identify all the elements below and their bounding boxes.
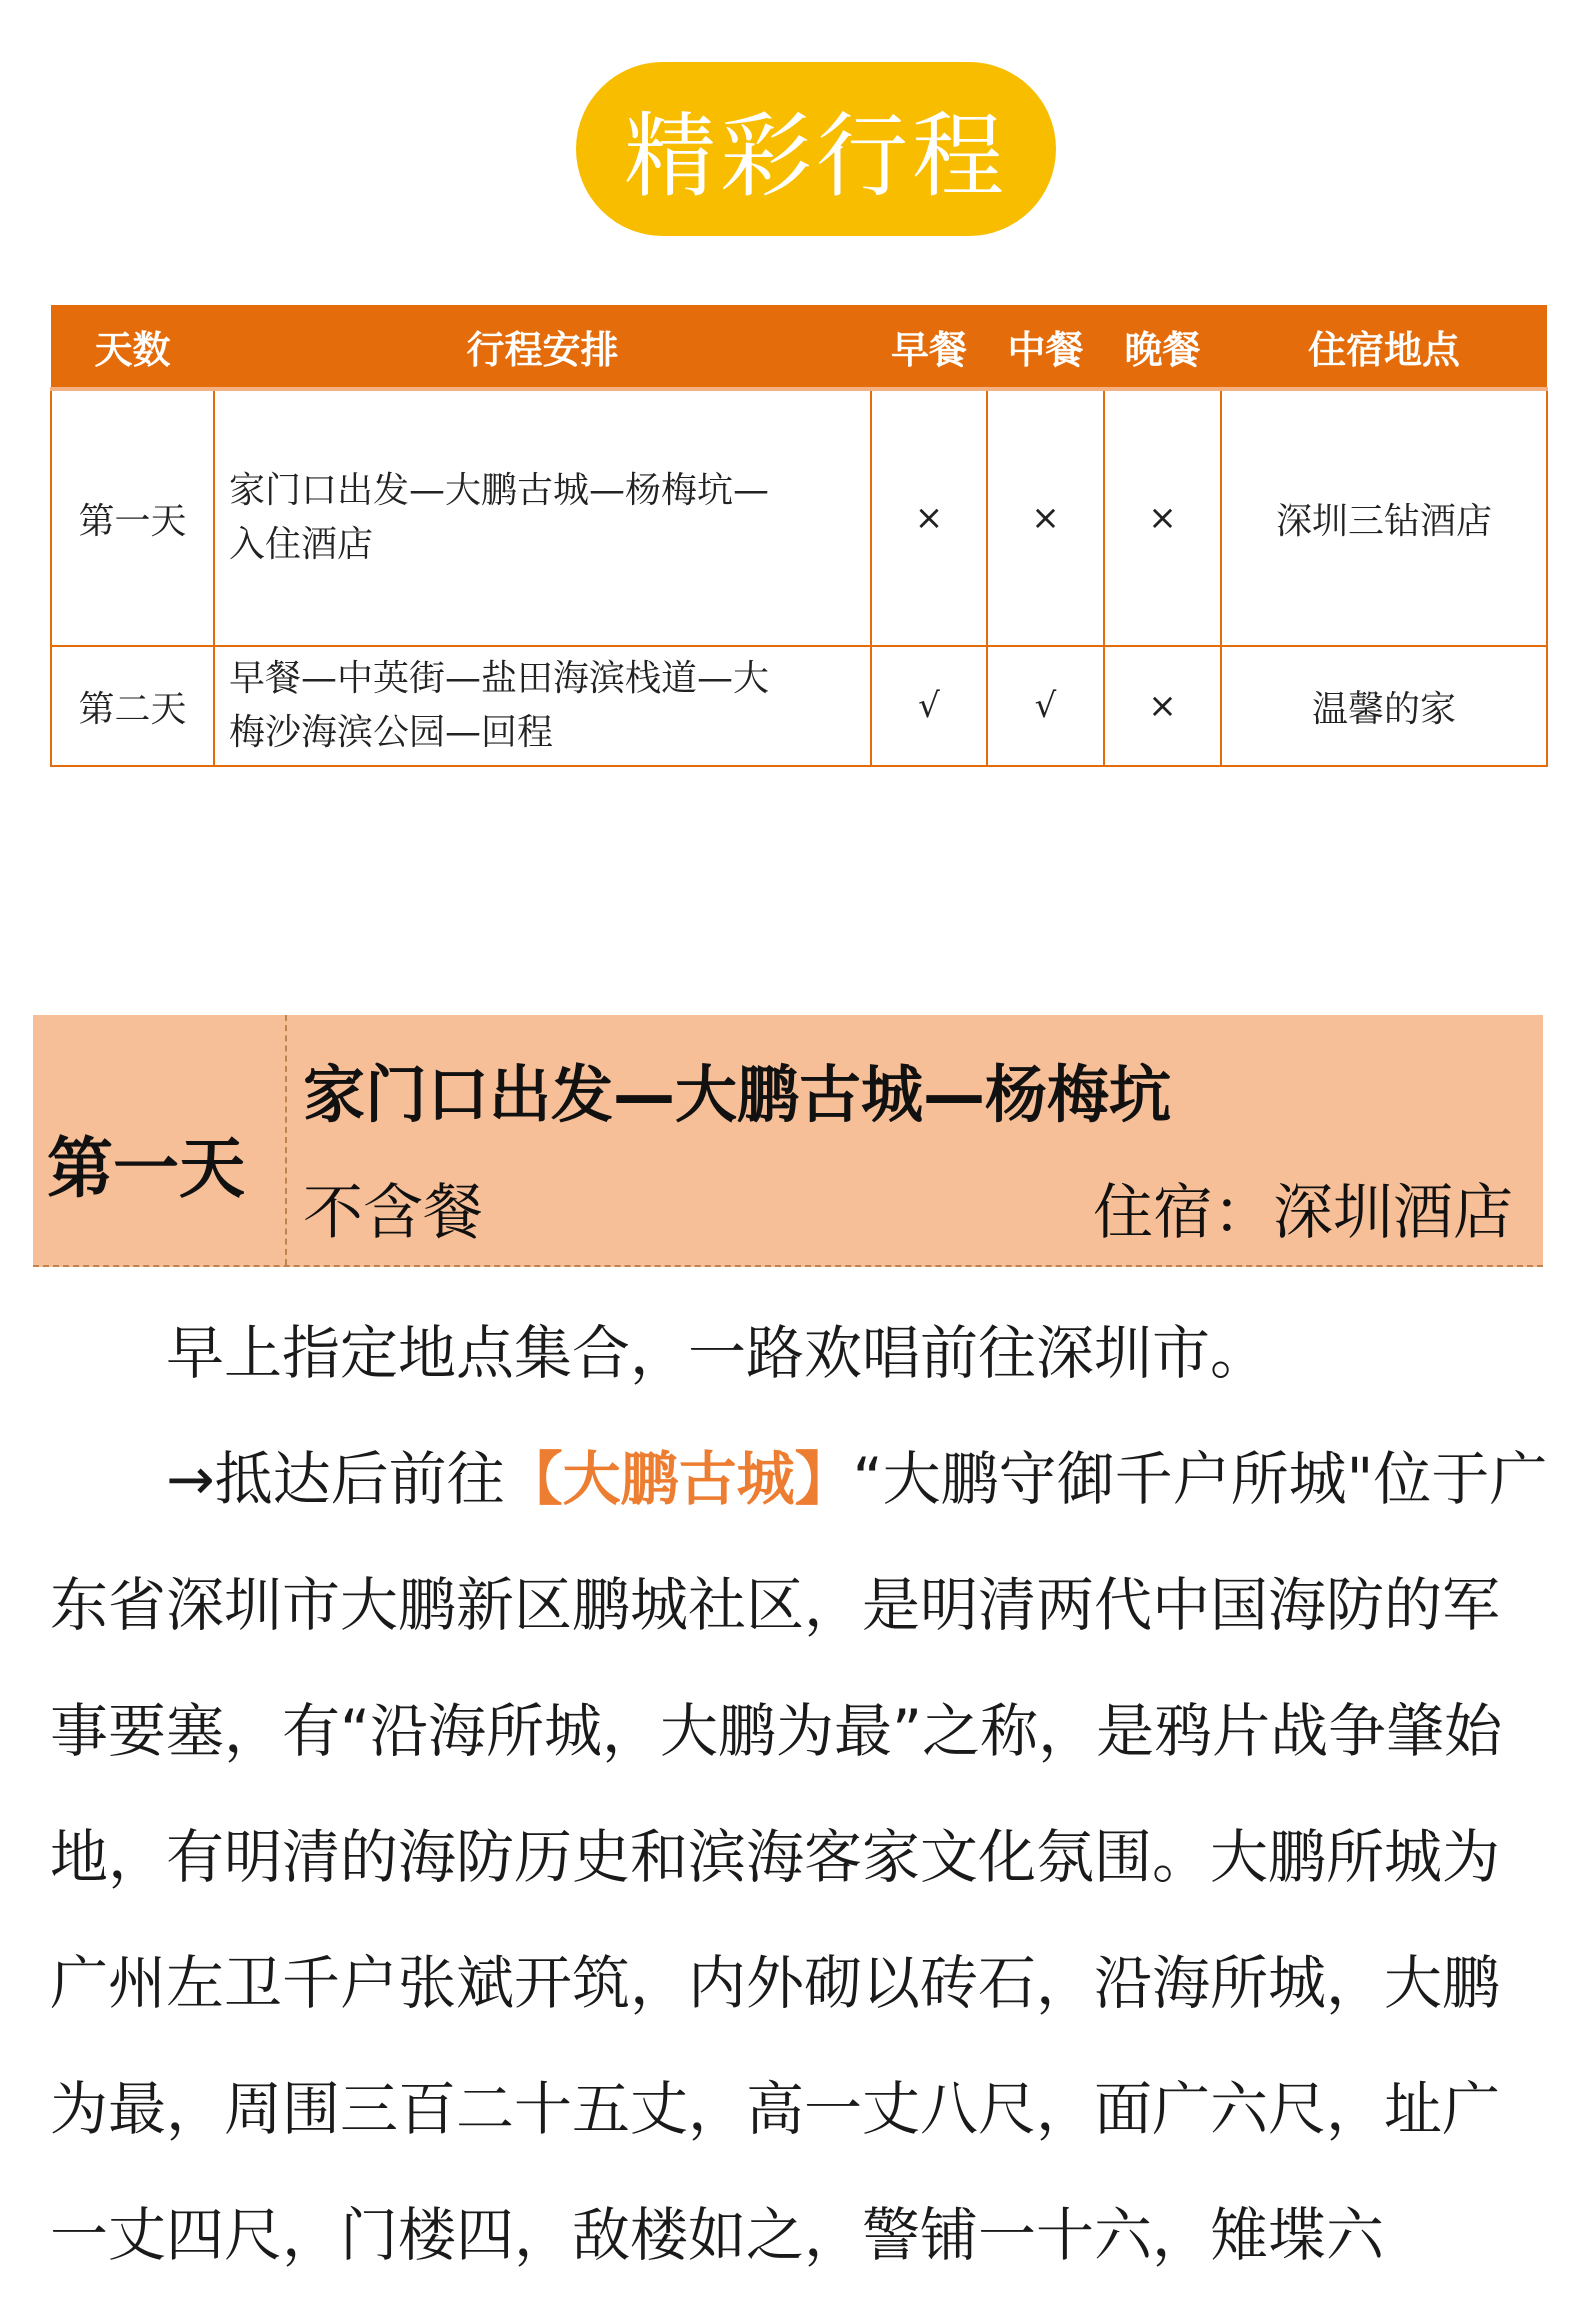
day-header: [33, 1015, 1543, 1267]
plan-line: 梅沙海滨公园—回程: [229, 712, 554, 753]
itinerary-table: [50, 305, 1548, 767]
table-header-row: [51, 305, 1547, 389]
header-plan: 行程安排: [214, 305, 871, 389]
plan-line: 入住酒店: [229, 524, 374, 565]
divider: [285, 1015, 287, 1265]
cell-dinner: ×: [1104, 389, 1221, 646]
table-row: [51, 389, 1547, 646]
header-breakfast: 早餐: [871, 305, 987, 389]
paragraph: 早上指定地点集合，一路欢唱前往深圳市。: [166, 1319, 1269, 1387]
header-dinner: 晚餐: [1104, 305, 1221, 389]
cell-breakfast: √: [871, 646, 987, 766]
cell-day: 第一天: [51, 389, 214, 646]
cell-plan: [214, 389, 871, 646]
table-row: [51, 646, 1547, 766]
cell-dinner: ×: [1104, 646, 1221, 766]
cell-breakfast: ×: [871, 389, 987, 646]
plan-line: 早餐—中英街—盐田海滨栈道—大: [229, 658, 770, 699]
title-banner: [576, 62, 1056, 236]
cell-lunch: ×: [987, 389, 1104, 646]
paragraph-text: “大鹏守御千户所城"位于广东省深圳市大鹏新区鹏城社区，是明清两代中国海防的军事要塞，有“沿海所城，大鹏为最”之称，是鸦片战争肇始地，有明清的海防历史和滨海客家文化氛围。大鹏所城为广州左卫千户张斌开筑，内外砌以砖石，沿海所城，大鹏为最，周围三百二十五丈，高一丈八尺，面广六尺，址广一丈四尺，门楼四，敌楼如之，警铺一十六，雉堞六: [50, 1445, 1548, 2269]
cell-lunch: √: [987, 646, 1104, 766]
day-route: 家门口出发—大鹏古城—杨梅坑: [303, 1058, 1172, 1131]
paragraph: [50, 1416, 1550, 2298]
header-day: 天数: [51, 305, 214, 389]
paragraph-text: →抵达后前往: [166, 1445, 505, 1513]
day-description: [50, 1290, 1550, 2298]
day-stay: 住宿：深圳酒店: [1093, 1178, 1513, 1248]
cell-hotel: 深圳三钻酒店: [1221, 389, 1547, 646]
cell-hotel: 温馨的家: [1221, 646, 1547, 766]
highlight-attraction: 【大鹏古城】: [504, 1445, 853, 1513]
page-title: 精彩行程: [623, 103, 1008, 210]
cell-plan: [214, 646, 871, 766]
header-lunch: 中餐: [987, 305, 1104, 389]
day-meal: 不含餐: [303, 1178, 483, 1248]
plan-line: 家门口出发—大鹏古城—杨梅坑—: [229, 470, 770, 511]
day-label: 第一天: [47, 1130, 245, 1207]
cell-day: 第二天: [51, 646, 214, 766]
header-hotel: 住宿地点: [1221, 305, 1547, 389]
